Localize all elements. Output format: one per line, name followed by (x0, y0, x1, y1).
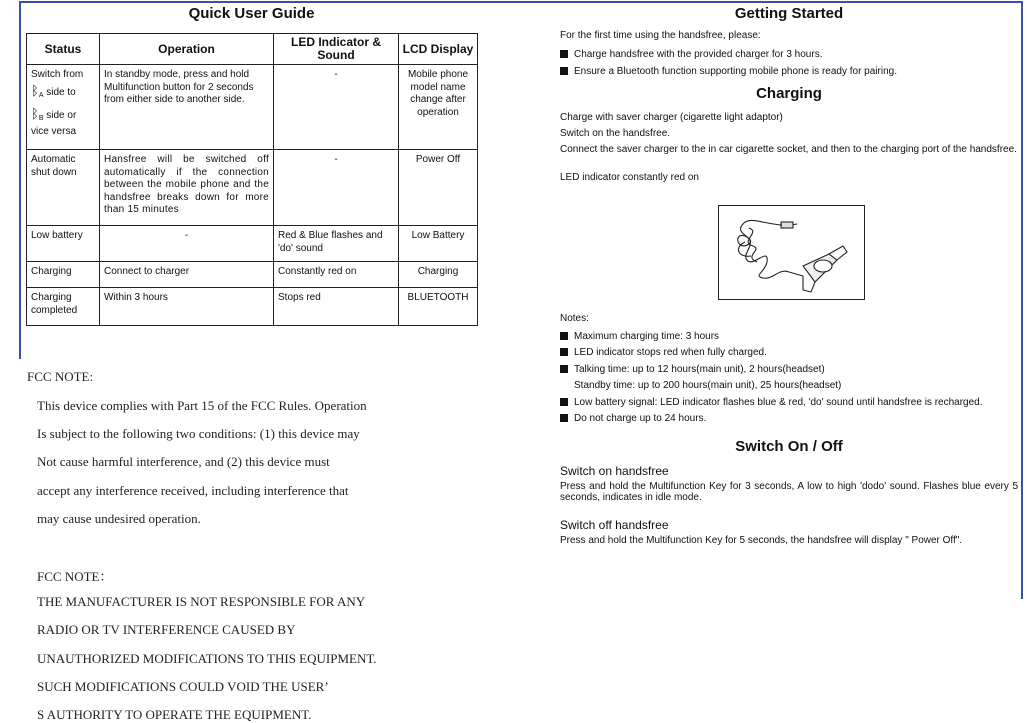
bluetooth-icon: ᛒ (31, 82, 39, 98)
status-line: vice versa (31, 125, 77, 137)
table-row (27, 226, 478, 262)
bullet-square-icon (560, 348, 568, 356)
header-led: LED Indicator & Sound (274, 34, 399, 65)
page-frame-top (19, 1, 1022, 3)
cell-lcd: Power Off (399, 150, 478, 226)
fcc-note-line: Not cause harmful interference, and (2) this device must (37, 454, 330, 469)
cell-led: Red & Blue flashes and 'do' sound (274, 226, 399, 262)
quick-guide-table (26, 33, 478, 326)
switch-on-title: Switch on handsfree (560, 464, 669, 478)
cell-operation: In standby mode, press and hold Multifunction button for 2 seconds from either side to another side. (100, 65, 274, 150)
status-line: Switch from (31, 69, 84, 80)
cell-lcd: BLUETOOTH (399, 288, 478, 326)
fcc-note-line: This device complies with Part 15 of the FCC Rules. Operation (37, 398, 367, 413)
header-status: Status (27, 34, 100, 65)
bullet-square-icon (560, 67, 568, 75)
side-b-label: B (38, 115, 44, 122)
note-item: Low battery signal: LED indicator flashes blue & red, 'do' sound until handsfree is recharged. (560, 397, 1018, 408)
charging-line: Charge with saver charger (cigarette light adaptor) (560, 112, 783, 123)
cell-led: - (274, 65, 399, 150)
cell-lcd: Low Battery (399, 226, 478, 262)
car-charger-icon (719, 206, 864, 299)
fcc-note-line: accept any interference received, including interference that (37, 483, 349, 498)
fcc-note2-title: FCC NOTE： (37, 569, 113, 584)
notes-title: Notes: (560, 313, 589, 324)
table-header-row (27, 34, 478, 65)
table-row (27, 150, 478, 226)
table-row (27, 262, 478, 288)
fcc-note2-line: RADIO OR TV INTERFERENCE CAUSED BY (37, 622, 296, 637)
fcc-note-line: may cause undesired operation. (37, 511, 201, 526)
bullet-square-icon (560, 50, 568, 58)
cell-operation: Hansfree will be switched off automatically if the connection between the mobile phone and the handsfree breaks down for more than 15 minutes (100, 150, 274, 226)
charging-line: Switch on the handsfree. (560, 128, 671, 139)
car-charger-figure (718, 205, 865, 300)
note-item: Do not charge up to 24 hours. (560, 413, 1018, 424)
cell-status (27, 65, 100, 150)
note-standby: Standby time: up to 200 hours(main unit), 25 hours(headset) (574, 380, 842, 391)
quick-guide-title: Quick User Guide (188, 5, 315, 22)
bullet-item: Charge handsfree with the provided charger for 3 hours. (560, 49, 1018, 60)
note-item: Maximum charging time: 3 hours (560, 331, 1018, 342)
cell-lcd: Charging (399, 262, 478, 288)
switch-off-title: Switch off handsfree (560, 518, 669, 532)
header-lcd: LCD Display (399, 34, 478, 65)
status-line-a (31, 82, 95, 103)
cell-led: Constantly red on (274, 262, 399, 288)
bullet-square-icon (560, 365, 568, 373)
bluetooth-icon: ᛒ (31, 106, 39, 121)
cell-operation: Connect to charger (100, 262, 274, 288)
cell-led: - (274, 150, 399, 226)
getting-started-title: Getting Started (734, 5, 844, 22)
getting-started-intro: For the first time using the handsfree, please: (560, 30, 761, 41)
cell-status: Charging (27, 262, 100, 288)
page-frame-right (1021, 1, 1023, 599)
fcc-note-line: Is subject to the following two conditions: (1) this device may (37, 426, 360, 441)
cell-led: Stops red (274, 288, 399, 326)
cell-operation: - (100, 226, 274, 262)
status-text: side to (46, 86, 76, 98)
fcc-note2-line: THE MANUFACTURER IS NOT RESPONSIBLE FOR ANY (37, 594, 366, 609)
fcc-note2-line: S AUTHORITY TO OPERATE THE EQUIPMENT. (37, 707, 312, 722)
header-operation: Operation (100, 34, 274, 65)
charging-line: Connect the saver charger to the in car cigarette socket, and then to the charging port of the handsfree. (560, 144, 1017, 155)
fcc-note-title: FCC NOTE: (27, 369, 94, 384)
status-text: side or (46, 110, 77, 121)
cell-lcd: Mobile phone model name change after operation (399, 65, 478, 150)
switch-title: Switch On / Off (735, 438, 843, 455)
note-item: Talking time: up to 12 hours(main unit), 2 hours(headset) (560, 364, 1018, 375)
bullet-square-icon (560, 332, 568, 340)
bullet-square-icon (560, 414, 568, 422)
cell-operation: Within 3 hours (100, 288, 274, 326)
bullet-item: Ensure a Bluetooth function supporting mobile phone is ready for pairing. (560, 66, 1018, 77)
page-frame-left (19, 1, 21, 359)
status-line-b (31, 108, 95, 126)
fcc-note2-line: UNAUTHORIZED MODIFICATIONS TO THIS EQUIPMENT. (37, 651, 377, 666)
side-a-label: A (38, 91, 44, 99)
table-row (27, 65, 478, 150)
cell-status: Automatic shut down (27, 150, 100, 226)
cell-status: Charging completed (27, 288, 100, 326)
switch-off-text: Press and hold the Multifunction Key for 5 seconds, the handsfree will display " Power Off". (560, 535, 963, 546)
charging-title: Charging (756, 85, 822, 102)
table-row (27, 288, 478, 326)
cell-status: Low battery (27, 226, 100, 262)
fcc-note2-line: SUCH MODIFICATIONS COULD VOID THE USER’ (37, 679, 329, 694)
note-item: LED indicator stops red when fully charged. (560, 347, 1018, 358)
bullet-square-icon (560, 398, 568, 406)
charging-line: LED indicator constantly red on (560, 172, 699, 183)
switch-on-text: Press and hold the Multifunction Key for 3 seconds, A low to high 'dodo' sound. Flashes blue every 5 seconds, indicates in idle mode. (560, 481, 1018, 503)
